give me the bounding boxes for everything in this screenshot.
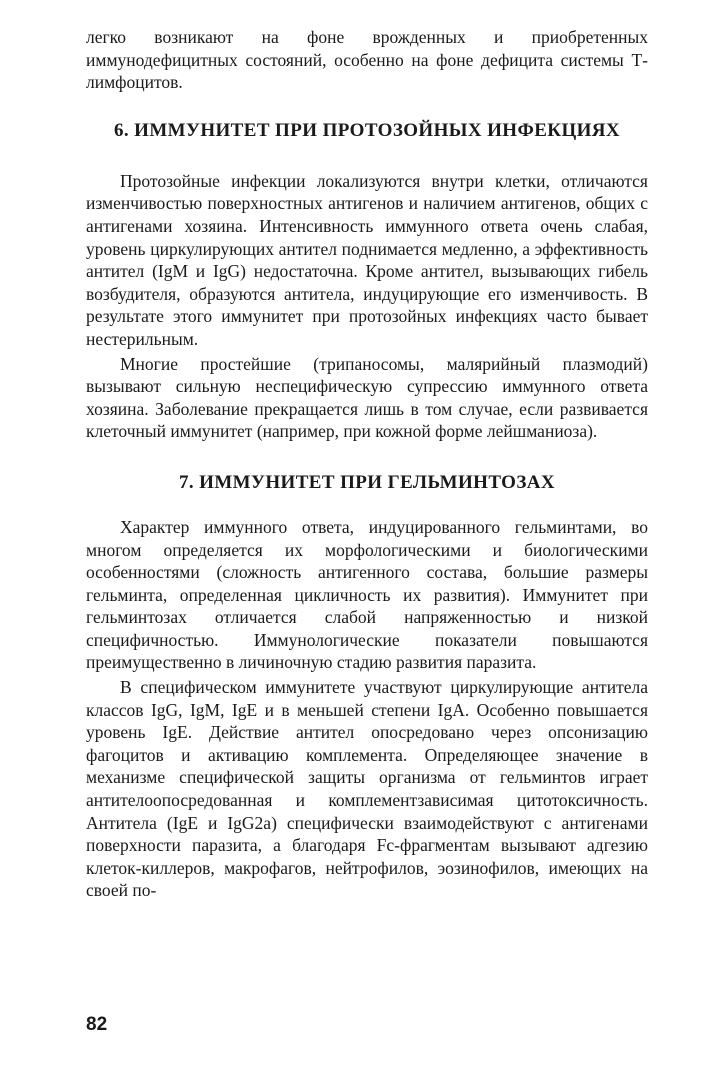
section-6-paragraph-2: Многие простейшие (трипаносомы, малярийный плазмодий) вызывают сильную неспецифическую супрессию иммунного ответа хозяина. Заболевание прекращается лишь в том случае, если развивается клеточный иммунитет (например, при кожной форме лейшманиоза). [86,353,648,442]
section-7-heading: 7. ИММУНИТЕТ ПРИ ГЕЛЬМИНТОЗАХ [178,471,556,493]
section-7-paragraph-2: В специфическом иммунитете участвуют циркулирующие антитела классов IgG, IgM, IgE и в меньшей степени IgA. Особенно повышается уровень IgE. Действие антител опосредовано через опсонизацию фагоцитов и активацию комплемента. Определяющее значение в механизме специфической защиты организма от гельминтов играет антителоопосредованная и комплементзависимая цитотоксичность. Антитела (IgE и IgG2a) специфически взаимодействуют с антигенами поверхности паразита, а благодаря Fc-фрагментам вызывают адгезию клеток-киллеров, макрофагов, нейтрофилов, эозинофилов, имеющих на своей по- [86,677,648,901]
page-body [86,26,648,902]
section-6-heading: 6. ИММУНИТЕТ ПРИ ПРОТОЗОЙНЫХ ИНФЕКЦИЯХ [113,119,621,141]
section-6-paragraph-1: Протозойные инфекции локализуются внутри клетки, отличаются изменчивостью поверхностных антигенов и наличием антигенов, общих с антигенами хозяина. Интенсивность иммунного ответа очень слабая, уровень циркулирующих антител поднимается медленно, а эффективность антител (IgM и IgG) недостаточна. Кроме антител, вызывающих гибель возбудителя, образуются антитела, индуцирующие его изменчивость. В результате этого иммунитет при протозойных инфекциях часто бывает нестерильным. [86,170,648,349]
section-7-paragraph-1: Характер иммунного ответа, индуцированного гельминтами, во многом определяется их морфологическими и биологическими особенностями (сложность антигенного состава, большие размеры гельминта, определенная цикличность их развития). Иммунитет при гельминтозах отличается слабой напряженностью и низкой специфичностью. Иммунологические показатели повышаются преимущественно в личиночную стадию развития паразита. [86,516,648,673]
continuation-paragraph: легко возникают на фоне врожденных и приобретенных иммунодефицитных состояний, особенно на фоне дефицита системы Т-лимфоцитов. [86,27,648,93]
page-number: 82 [86,1014,108,1035]
